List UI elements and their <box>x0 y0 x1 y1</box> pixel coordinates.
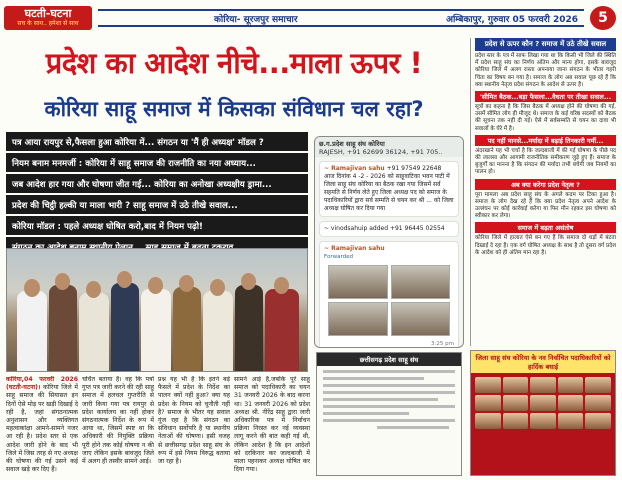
logo-tagline: सच के साथ.. हमेशा से साथ <box>17 20 79 27</box>
poster-face <box>503 413 529 429</box>
poster-face <box>530 395 556 411</box>
page-number: 5 <box>590 6 616 30</box>
strap-item: कोरिया मॉडल : पहले अध्यक्ष घोषित करो,बाद में नियम पढ़ो! <box>6 216 308 235</box>
letter-header: छत्तीसगढ़ प्रदेश साहू संघ <box>317 353 461 366</box>
chat-header <box>315 137 463 157</box>
body-column-3 <box>158 376 230 476</box>
poster-face <box>475 413 501 429</box>
strap-list <box>6 132 308 258</box>
photo-person-head <box>148 277 163 294</box>
photo-person <box>17 291 47 371</box>
poster-face <box>475 395 501 411</box>
photo-person-head <box>86 281 101 298</box>
body-column-2 <box>82 376 154 476</box>
poster-face <box>585 377 611 393</box>
dateline: कोरिया,04 फरवरी 2026 (घटती-घटना)। <box>6 376 78 392</box>
masthead <box>4 4 616 32</box>
poster-face <box>558 377 584 393</box>
sidebar-subheading: अब क्या करेगा प्रदेश नेतृत्व ? <box>475 179 616 190</box>
group-photo <box>6 248 308 372</box>
chat-screenshot <box>314 136 464 348</box>
body-text: चर्चित बताया है। वह कि पत्रों गुप्त पत्र जारी करने की रही साहू समाज में हलचल गुप्तरीति से जारी किया गया पत्र रायपुर से प्रदेश कार्यालय का नहीं होकर संगठनात्मक निर्देश के रूप में आया था, जिसमें स्पष्ट था कि अधिकारी की नियुक्ति प्रक्रिया पूरी होने तक कोई घोषणा न की जाए लेकिन इसके बावजूद जिले में अलग ही तस्वीर सामने आई। <box>82 376 154 466</box>
poster-face <box>503 377 529 393</box>
chat-members: RAJESH, +91 62699 36124, +91 705.. <box>319 148 443 156</box>
strap-item: पत्र आया रायपुर से,फैसला हुआ कोरिया में... संगठन या 'मैं ही अध्यक्ष' मॉडल ? <box>6 132 308 151</box>
letter-line <box>323 384 455 387</box>
photo-person <box>141 289 171 371</box>
body-text: सामने आई है,जबकि पूरे साहू समाज को पदाधिकारी का चयन 31 जनवरी 2026 के बाद करना था। 31 जनवरी 2026 को प्रदेश अध्यक्ष श्री. नीरेंद्र साहू द्वारा जारी अधिकारिक पत्र में निर्वाचन प्रक्रिया निरस्त कर नई व्यवस्था लागू करने की बात कही गई थी, लेकिन आदेश है कि इन आदेशों को दरकिनार कर जल्दबाजी में माला पहनाकर अध्यक्ष घोषित कर दिया गया। <box>234 376 310 474</box>
letter-line <box>323 391 455 394</box>
chat-system-message: ~ vinodsahuip added +91 96445 02554 <box>319 221 459 237</box>
photo-person <box>79 293 109 371</box>
poster-header: जिला साहू संघ कोरिया के नव निर्वाचित पदाधिकारियों को हार्दिक बधाई <box>471 351 615 373</box>
letter-line <box>323 405 455 408</box>
letter-document <box>316 352 462 476</box>
chat-photo <box>328 302 388 336</box>
chat-message <box>319 161 459 217</box>
header-bar <box>98 9 584 27</box>
letter-line <box>323 398 438 401</box>
photo-person <box>111 283 139 371</box>
poster-face <box>585 413 611 429</box>
sidebar-paragraph: सूत्रों का कहना है कि जिस बैठक में अध्यक्ष होने की घोषणा की गई, उसमें सीमित लोग ही मौजूद थे। समाज के कई वरिष्ठ सदस्यों को बैठक की सूचना तक नहीं दी गई। ऐसे में सर्वसम्मति से चयन का दावा भी सवालों के घेरे में है। <box>475 104 616 132</box>
poster-face <box>503 395 529 411</box>
sidebar-title: प्रदेश से ऊपर कौन ? समाज में उठे तीखे सवाल <box>475 38 616 51</box>
forwarded-label: Forwarded <box>324 254 353 260</box>
body-text: प्रश्न यह भी है कि इतने बड़े फैसले में प्रदेश के निर्देश का पालन क्यों नहीं हुआ? क्या यह प्रदेश के नियम को चुनौती नहीं है? समाज के भीतर यह सवाल गूंज रहा है कि संगठन का संविधान सर्वोपरि है या स्थानीय नेताओं की घोषणा। इसी वजह से छत्तीसगढ़ प्रदेश साहू संघ के रूप में इसे नियम विरुद्ध बताया जा रहा है। <box>158 376 230 466</box>
sidebar-paragraph: पूरा मामला अब प्रदेश साहू संघ के अगले कदम पर टिका हुआ है। समाज के लोग देख रहे हैं कि क्या प्रदेश नेतृत्व अपने आदेश के उल्लंघन पर कोई कार्रवाई करेगा या फिर मौन रहकर इस घोषणा को स्वीकार कर लेगा। <box>475 191 616 220</box>
strap-item: जब आदेश हार गया और घोषणा जीत गई... कोरिया का अनोखा अध्यक्षीय ड्रामा... <box>6 174 308 193</box>
main-headline: प्रदेश का आदेश नीचे...माला ऊपर ! <box>45 45 423 80</box>
photo-person-head <box>24 279 40 297</box>
letter-line <box>323 412 409 415</box>
chat-message-text: आज दिनांक 4 -2 - 2026 को साहूवाटिका भवन पाटी में जिला साहू संघ कोरिया का बैठक रखा गया जिसमें सर्व सहमति से निर्णय लेते हुए जिला अध्यक्ष पद को समाज के पदाधिकारियों द्वारा सर्व सम्मति से चयन कर श्री ... को जिला अध्यक्ष घोषित कर दिया गया <box>324 173 454 212</box>
sidebar-article <box>470 38 616 346</box>
photo-person-head <box>274 277 289 294</box>
chat-photo-grid <box>328 265 450 336</box>
photo-person <box>235 285 263 371</box>
poster-face <box>558 395 584 411</box>
poster-face <box>530 377 556 393</box>
chat-photo <box>328 265 388 299</box>
body-column-4 <box>234 376 310 476</box>
photo-person <box>173 287 201 371</box>
congratulation-poster <box>470 350 616 476</box>
letter-line <box>323 370 455 373</box>
chat-time: 3:25 pm <box>431 341 454 347</box>
sidebar-subheading: समाज में बढ़ता असंतोष <box>475 222 616 233</box>
sidebar-subheading: पद नहीं मानसे...मर्यादा में बढ़ाई तिनकारी गर्मी... <box>475 135 616 146</box>
chat-photo <box>391 265 451 299</box>
letter-line <box>323 377 424 380</box>
strap-item: प्रदेश की चिट्ठी हल्की या माला भारी ? साहू समाज में उठे तीखे सवाल... <box>6 195 308 214</box>
logo-title: घटती-घटना <box>24 7 72 20</box>
poster-face <box>558 413 584 429</box>
strap-item: नियम बनाम मनमर्जी : कोरिया में साहू समाज की राजनीति का नया अध्याय... <box>6 153 308 172</box>
newspaper-logo <box>4 6 92 30</box>
chat-photo-message: ~ Ramajivan sahu Forwarded 3:25 pm <box>319 241 459 348</box>
photo-person-head <box>117 271 132 288</box>
sidebar-paragraph: कोरिया जिले में हालात ऐसे बन गए हैं कि समाज दो धड़ों में बंटता दिखाई दे रहा है। एक वर्ग घोषित अध्यक्ष के साथ है तो दूसरा वर्ग प्रदेश के आदेश को ही अंतिम मान रहा है। <box>475 235 616 256</box>
photo-person-head <box>210 279 225 296</box>
poster-faces <box>471 373 615 433</box>
section-title: कोरिया- सूरजपुर समाचार <box>214 14 298 25</box>
body-column-1 <box>6 376 78 476</box>
photo-person <box>265 289 299 371</box>
photo-person-head <box>179 275 194 292</box>
sidebar-subheading: 'सीमित बैठक...बड़ा फैसला...वैधता पर तीखा सवाल... <box>475 91 616 102</box>
chat-group-name: छ.ग.प्रदेश साहू संघ कोरिया <box>319 140 385 148</box>
photo-person-head <box>241 273 256 290</box>
poster-face <box>530 413 556 429</box>
photo-person <box>203 291 233 371</box>
sub-headline: कोरिया साहू समाज में किसका संविधान चल रहा? <box>44 97 424 121</box>
sidebar-paragraph: अंदरखाने यह भी चर्चा है कि जल्दबाजी में की गई घोषणा के पीछे पद की लालसा और आगामी राजनीतिक समीकरण जुड़े हुए हैं। समाज के बुजुर्गों का मानना है कि संगठन की मर्यादा तभी बचेगी जब नियमों का पालन हो। <box>475 147 616 176</box>
body-text: कोरिया जिले में साहू समाज की सियासत इन दिनों ऐसे मोड़ पर खड़ी दिखाई दे रही है, जहां संगठनात्मक अनुशासन और व्यक्तिगत महत्वाकांक्षा आमने-सामने नजर आ रही है। प्रदेश स्तर से एक आदेश जारी होने के बाद भी जिले में जिस तरह से नए अध्यक्ष की घोषणा की गई उसने कई सवाल खड़े कर दिए हैं। <box>6 384 78 474</box>
chat-photo <box>391 302 451 336</box>
poster-face <box>585 395 611 411</box>
issue-date: अम्बिकापुर, गुरुवार 05 फरवरी 2026 <box>446 14 578 25</box>
letter-line <box>323 419 455 422</box>
sidebar-paragraph: प्रदेश स्तर के पत्र में साफ लिखा गया था कि किसी भी जिले की स्थिति में प्रदेश साहू संघ का निर्णय अंतिम और मान्य होगा, इसके बावजूद कोरिया जिले में अलग रास्ता अपनाया जाना संगठन के भीतर गहरी चिंता का विषय बन गया है। समाज के लोग अब सवाल पूछ रहे हैं कि क्या स्थानीय नेतृत्व प्रदेश संगठन के आदेश से ऊपर है। <box>475 53 616 88</box>
letter-signature <box>377 426 449 429</box>
chat-sender: ~ Ramajivan sahu +91 97549 22648 <box>324 165 442 172</box>
photo-person <box>49 285 77 371</box>
poster-face <box>475 377 501 393</box>
photo-person-head <box>55 273 70 290</box>
